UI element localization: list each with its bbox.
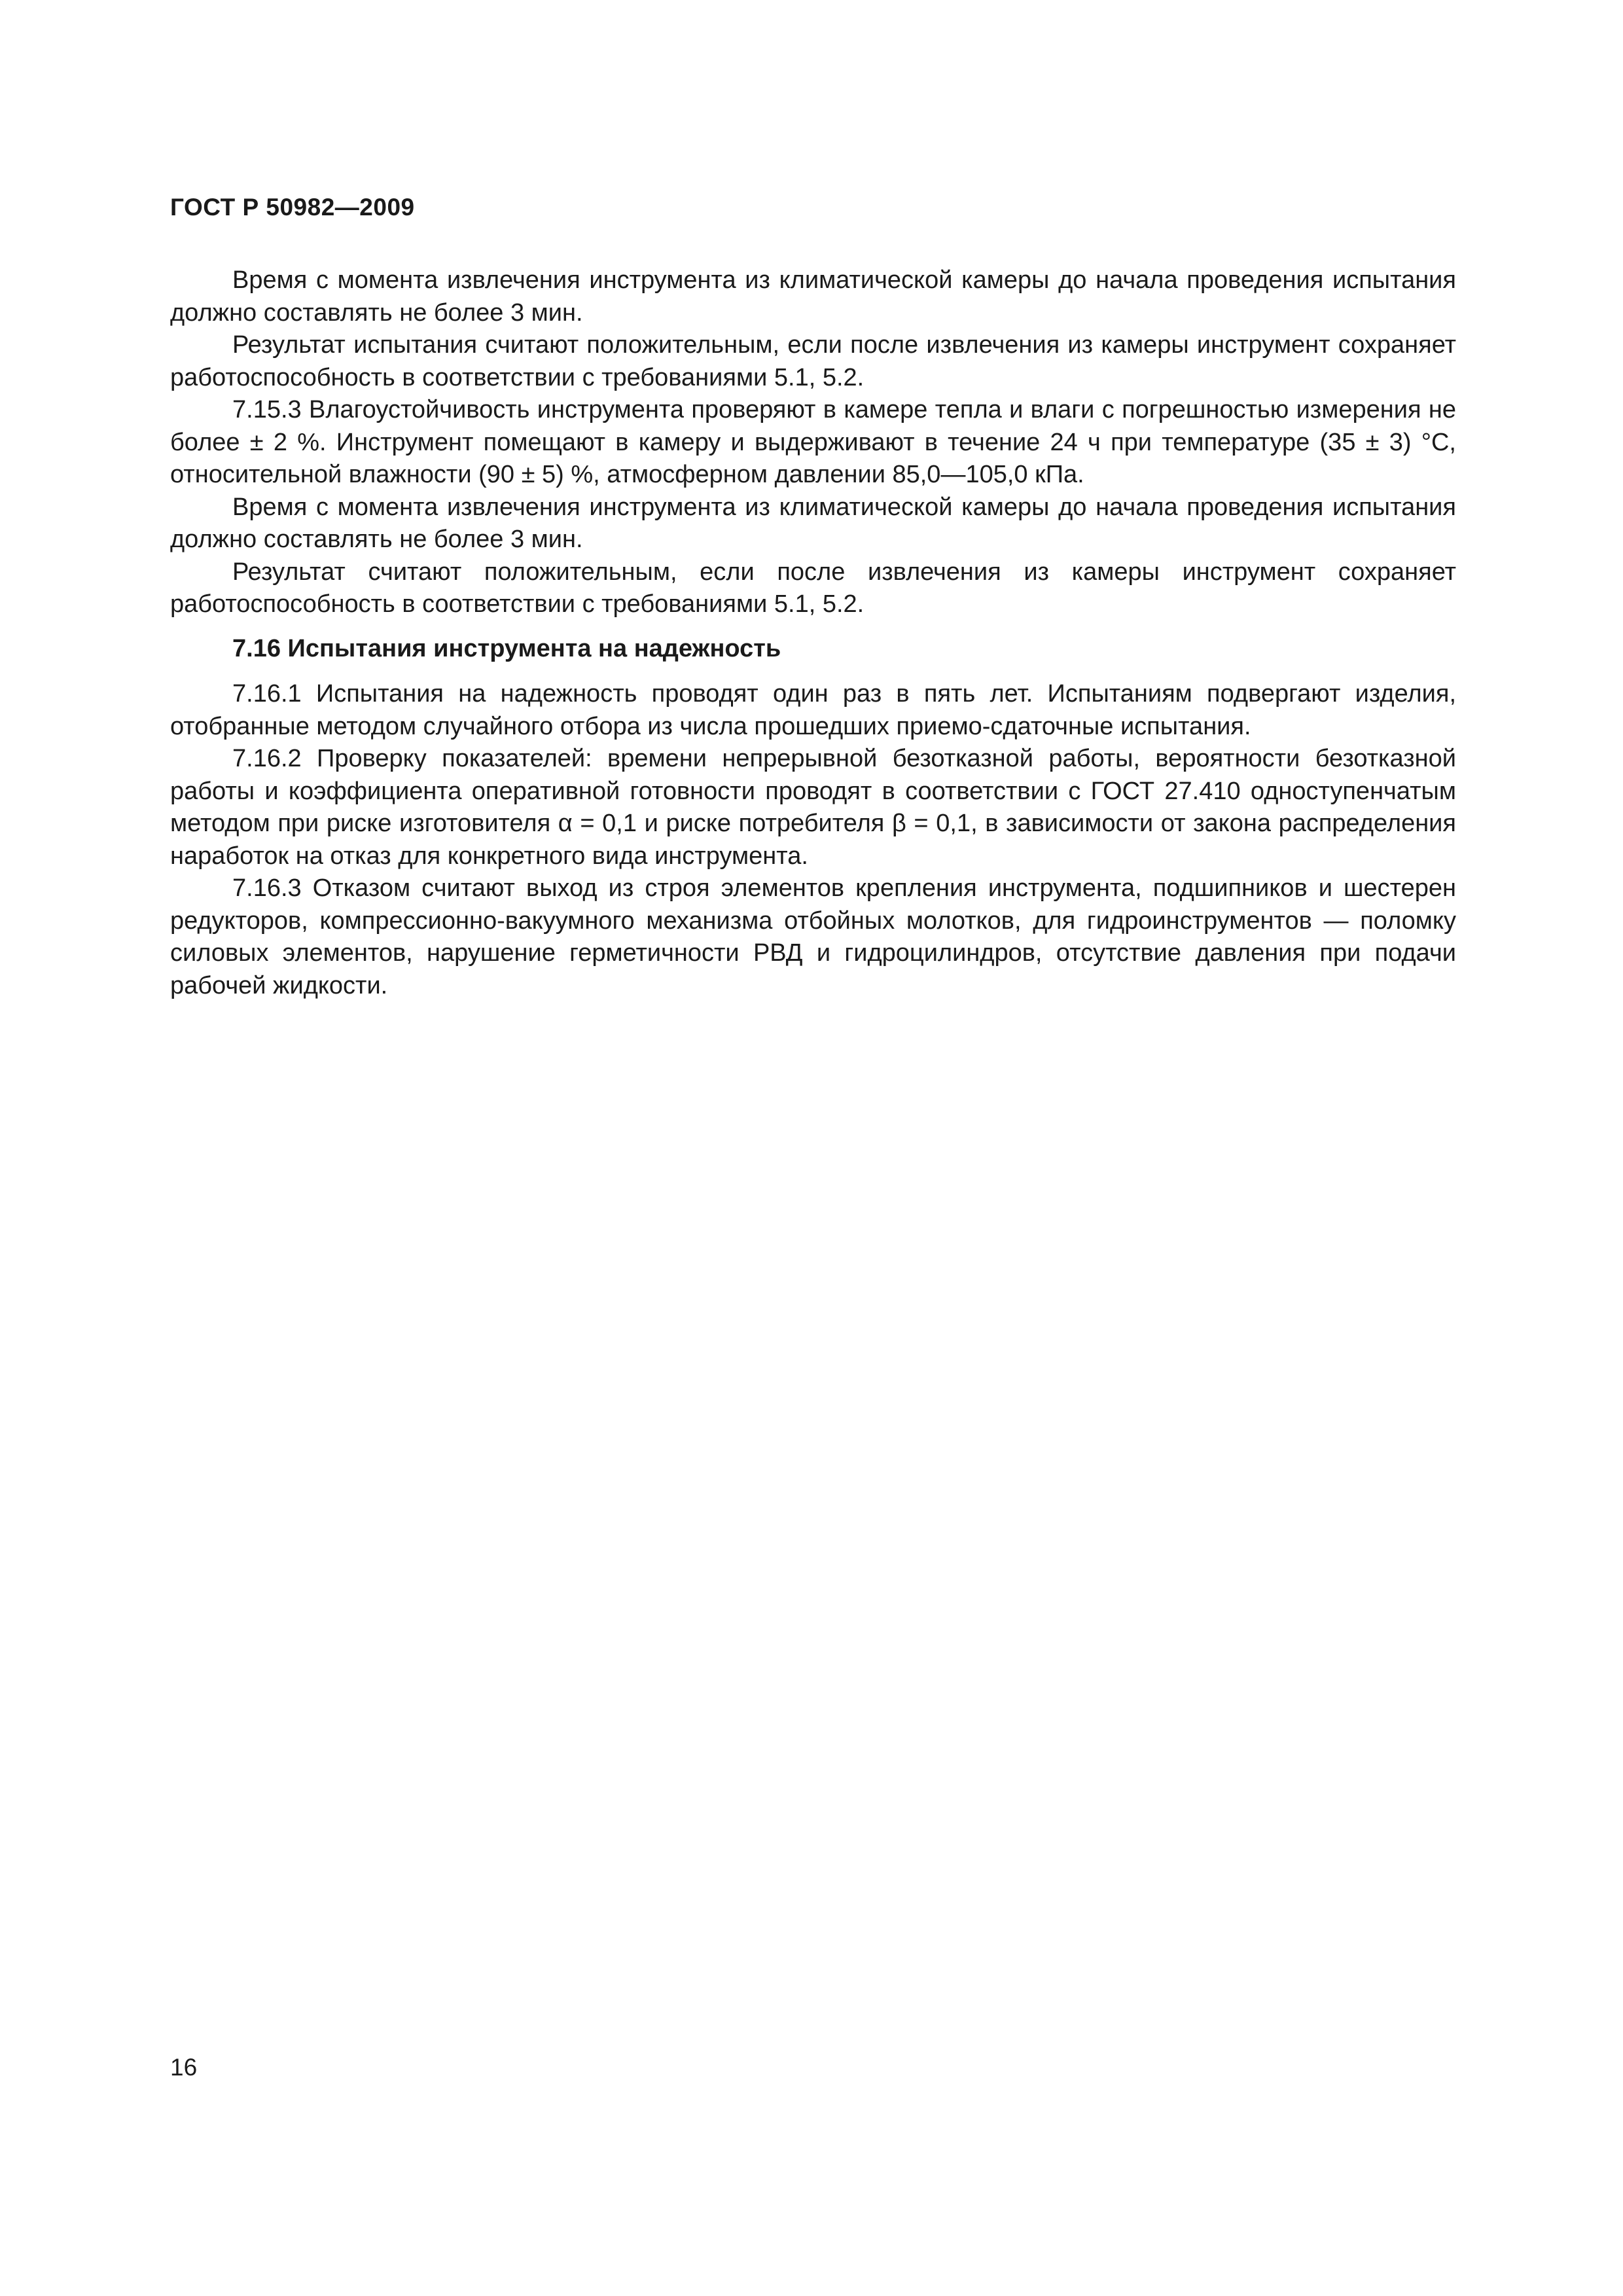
paragraph-time-limit-2: Время с момента извлечения инструмента из климатической камеры до начала проведения испытания должно составлять не более 3 мин. (170, 493, 1456, 553)
paragraph-7-16-3: 7.16.3 Отказом считают выход из строя элементов крепления инструмента, подшипников и шестерен редукторов, компрессионно-вакуумного механизма отбойных молотков, для гидроинструментов — поломку силовых элементов, нарушение герметичности РВД и гидроцилиндров, отсутствие давления при подачи рабочей жидкости. (170, 874, 1456, 999)
page-number: 16 (170, 2054, 198, 2081)
paragraph-result-1: Результат испытания считают положительным, если после извлечения из камеры инструмент сохраняет работоспособность в соответствии с требованиями 5.1, 5.2. (170, 331, 1456, 391)
paragraph-7-16-1: 7.16.1 Испытания на надежность проводят один раз в пять лет. Испытаниям подвергают изделия, отобранные методом случайного отбора из числа прошедших приемо-сдаточные испытания. (170, 680, 1456, 740)
paragraph-time-limit-1: Время с момента извлечения инструмента из климатической камеры до начала проведения испытания должно составлять не более 3 мин. (170, 266, 1456, 327)
section-heading-7-16: 7.16 Испытания инструмента на надежность (232, 634, 781, 662)
document-body (170, 264, 1456, 1002)
paragraph-7-16-2: 7.16.2 Проверку показателей: времени непрерывной безотказной работы, вероятности безотказной работы и коэффициента оперативной готовности проводят в соответствии с ГОСТ 27.410 одноступенчатым методом при риске изготовителя α = 0,1 и риске потребителя β = 0,1, в зависимости от закона распределения наработок на отказ для конкретного вида инструмента. (170, 745, 1456, 870)
paragraph-7-15-3-humidity: 7.15.3 Влагоустойчивость инструмента проверяют в камере тепла и влаги с погрешностью измерения не более ± 2 %. Инструмент помещают в камеру и выдерживают в течение 24 ч при температуре (35 ± 3) °С, относительной влажности (90 ± 5) %, атмосферном давлении 85,0—105,0 кПа. (170, 396, 1456, 488)
paragraph-result-2: Результат считают положительным, если после извлечения из камеры инструмент сохраняет работоспособность в соответствии с требованиями 5.1, 5.2. (170, 558, 1456, 618)
document-code-header: ГОСТ Р 50982—2009 (170, 194, 415, 221)
